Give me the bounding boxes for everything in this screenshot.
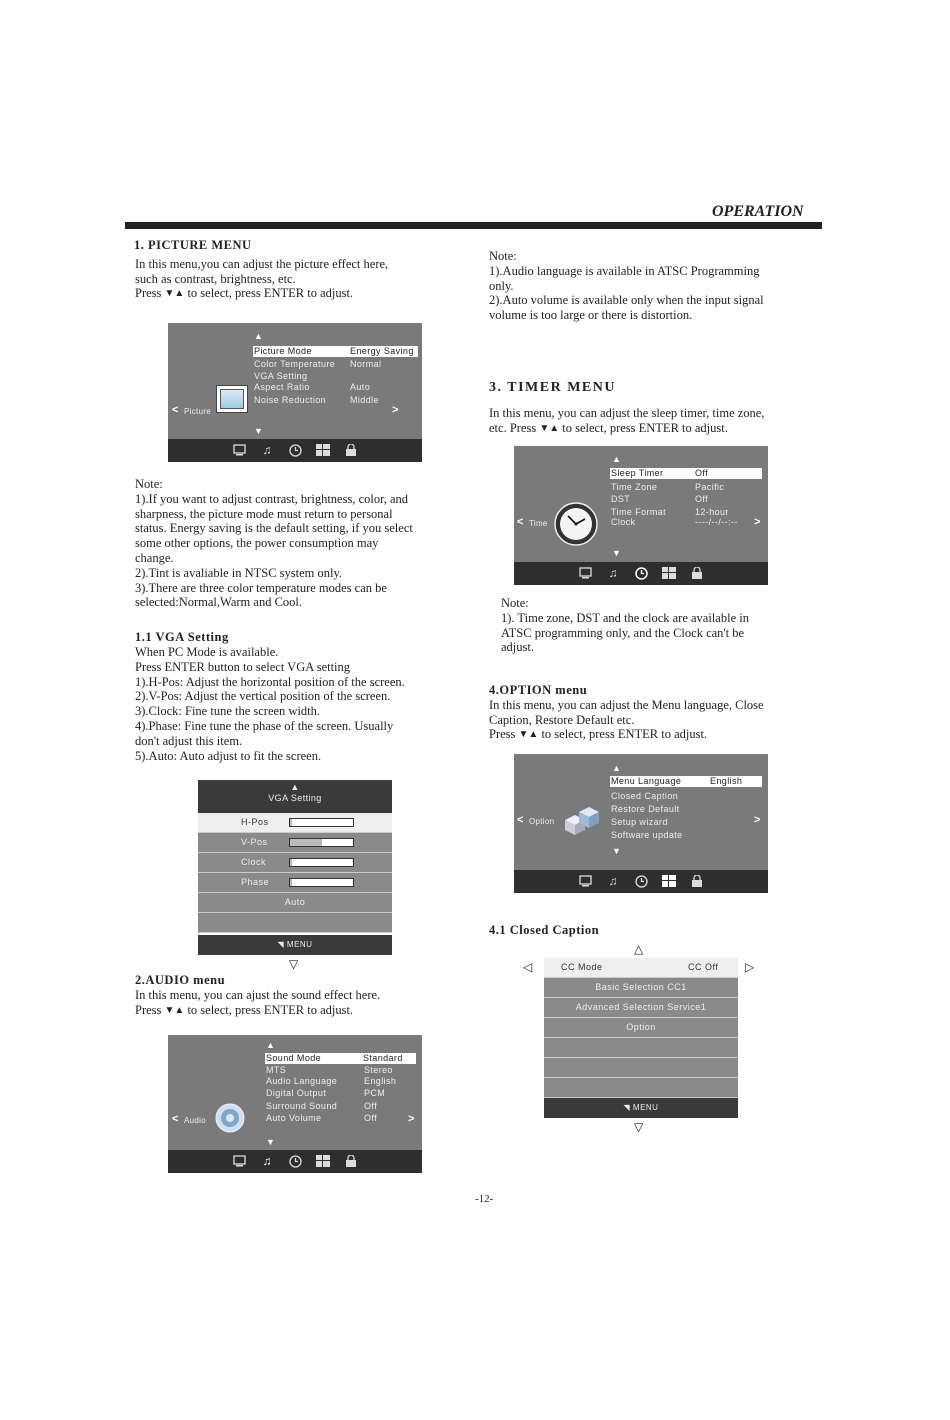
down-outline-arrow-icon: ▽ [289, 957, 299, 971]
row-name: Digital Output [266, 1088, 327, 1098]
time-tab-icon [634, 875, 648, 887]
vga-menu-footer[interactable] [198, 935, 392, 955]
osd-row [266, 1101, 417, 1112]
picture-menu-note: Note: 1).If you want to adjust contrast, brightness, color, and sharpness, the picture mode must return to personal status. Energy saving is the default setting, if you select some other options, the power consumption may change. 2).Tint is avaliable in NTSC system only. 3).There are three color temperature modes can be selected:Normal,Warm and Cool. [135, 477, 413, 610]
timer-menu-note: Note: 1). Time zone, DST and the clock are available in ATSC programming only, and the Clock can't be adjust. [501, 596, 749, 655]
down-arrow-icon: ▼ [266, 1137, 275, 1147]
picture-osd [168, 323, 422, 462]
vga-menu-header [198, 780, 392, 813]
cc-basic-selection[interactable] [544, 978, 738, 998]
row-name: Menu Language [611, 776, 682, 786]
option-tab-icon [662, 875, 676, 887]
slider-fill [290, 839, 322, 846]
osd-category-label: Time [529, 519, 548, 528]
osd-icon-bar [514, 870, 768, 893]
time-tab-icon [634, 567, 648, 579]
option-tab-icon [316, 1155, 330, 1167]
vga-item-label: Phase [241, 877, 270, 887]
left-arrow-icon: < [172, 1113, 179, 1125]
lock-tab-icon [344, 444, 358, 456]
timer-menu-press [489, 421, 728, 437]
osd-row [265, 1053, 416, 1064]
v-pos-slider[interactable] [289, 838, 354, 847]
row-name: Audio Language [266, 1076, 338, 1086]
picture-menu-press [135, 286, 353, 302]
left-arrow-icon: < [517, 516, 524, 528]
time-tab-icon [288, 444, 302, 456]
row-name: Aspect Ratio [254, 382, 310, 392]
vga-setting-body: When PC Mode is available. Press ENTER button to select VGA setting 1).H-Pos: Adjust the horizontal position of the screen. 2).V-Pos: Adjust the vertical position of the screen. 3).Clock: Fine tune the screen width. 4).Phase: Fine tune the phase of the screen. Usually don't adjust this item. 5).Auto: Auto adjust to fit the screen. [135, 645, 405, 763]
right-arrow-icon: > [408, 1113, 415, 1125]
osd-row [611, 494, 763, 505]
row-name: Software update [611, 830, 683, 840]
cc-empty-row [544, 1038, 738, 1058]
press-label: Press [135, 286, 162, 300]
press-instruction: to select, press ENTER to adjust. [187, 286, 354, 300]
osd-row [266, 1076, 417, 1087]
vga-item-label: Clock [241, 857, 267, 867]
vga-item-clock[interactable] [198, 853, 392, 873]
option-cubes-icon [561, 802, 601, 843]
tv-icon [216, 385, 248, 413]
osd-row [611, 482, 763, 493]
osd-row [266, 1065, 417, 1076]
down-outline-arrow-icon: ▽ [634, 1120, 644, 1134]
slider-fill [290, 879, 292, 886]
row-name: DST [611, 494, 631, 504]
option-osd [514, 754, 768, 893]
cc-item-label: Option [626, 1022, 656, 1032]
row-name: Noise Reduction [254, 395, 327, 405]
osd-row [611, 517, 763, 528]
vga-item-phase[interactable] [198, 873, 392, 893]
down-arrow-icon: ▼ [612, 846, 621, 856]
down-up-arrows-icon: ▼▲ [518, 729, 539, 740]
osd-row [611, 817, 763, 828]
row-value: Off [695, 494, 709, 504]
right-outline-arrow-icon: ▷ [745, 960, 755, 974]
picture-menu-intro: In this menu,you can adjust the picture effect here, such as contrast, brightness, etc. [135, 257, 389, 286]
lock-tab-icon [690, 875, 704, 887]
picture-tab-icon [578, 567, 592, 579]
audio-tab-icon: ♫ [608, 874, 618, 888]
row-value: Stereo [364, 1065, 393, 1075]
vga-item-label: V-Pos [241, 837, 268, 847]
press-label: Press [489, 727, 516, 741]
press-instruction: to select, press ENTER to adjust. [541, 727, 708, 741]
option-menu-intro: In this menu, you can adjust the Menu language, Close Caption, Restore Default etc. [489, 698, 764, 727]
audio-tab-icon: ♫ [262, 1154, 272, 1168]
down-arrow-icon: ▼ [612, 548, 621, 558]
row-name: Time Zone [611, 482, 658, 492]
row-value: Pacific [695, 482, 725, 492]
audio-tab-icon: ♫ [262, 443, 272, 457]
row-name: Color Temperature [254, 359, 336, 369]
row-name: Surround Sound [266, 1101, 338, 1111]
slider-fill [290, 859, 292, 866]
row-name: Closed Caption [611, 791, 679, 801]
press-instruction: to select, press ENTER to adjust. [187, 1003, 354, 1017]
audio-menu-title: 2.AUDIO menu [135, 973, 226, 987]
clock-slider[interactable] [289, 858, 354, 867]
up-arrow-icon: ▲ [254, 331, 263, 341]
vga-item-label: Auto [284, 897, 306, 907]
option-tab-icon [662, 567, 676, 579]
timer-menu-title: 3. TIMER MENU [489, 380, 616, 395]
row-value: Off [695, 468, 709, 478]
audio-menu-intro: In this menu, you can ajust the sound effect here. [135, 988, 381, 1002]
row-value: Auto [350, 382, 371, 392]
picture-menu-title: 1. PICTURE MENU [134, 238, 252, 252]
picture-tab-icon [232, 1155, 246, 1167]
row-name: Restore Default [611, 804, 680, 814]
row-value: English [364, 1076, 397, 1086]
menu-key-label: MENU [286, 940, 313, 949]
row-value: English [710, 776, 743, 786]
cc-item-label: Basic Selection CC1 [595, 982, 687, 992]
clock-icon [554, 502, 598, 551]
cc-item-label: Advanced Selection Service1 [575, 1002, 707, 1012]
row-name: Sleep Timer [611, 468, 664, 478]
menu-key-icon: ◥ [277, 940, 285, 949]
vga-item-h-pos[interactable] [198, 813, 392, 833]
down-up-arrows-icon: ▼▲ [164, 1005, 185, 1016]
cc-menu-footer[interactable] [544, 1098, 738, 1118]
osd-row [266, 1088, 417, 1099]
row-name: Setup wizard [611, 817, 668, 827]
vga-item-v-pos[interactable] [198, 833, 392, 853]
row-name: MTS [266, 1065, 287, 1075]
row-name: VGA Setting [254, 371, 308, 381]
up-arrow-icon: ▲ [266, 1040, 275, 1050]
osd-category-label: Option [529, 817, 555, 826]
vga-setting-menu [198, 780, 392, 958]
vga-item-label: H-Pos [241, 817, 269, 827]
left-outline-arrow-icon: ◁ [523, 960, 533, 974]
section-header: OPERATION [712, 203, 804, 220]
row-value: 12-hour [695, 507, 729, 517]
vga-setting-title: 1.1 VGA Setting [135, 630, 229, 644]
osd-row [254, 382, 419, 393]
vga-menu-title: VGA Setting [268, 793, 322, 803]
left-arrow-icon: < [172, 404, 179, 416]
vga-empty-row [198, 913, 392, 933]
timer-menu-intro: In this menu, you can adjust the sleep timer, time zone, [489, 406, 765, 420]
row-name: Auto Volume [266, 1113, 322, 1123]
option-menu-title: 4.OPTION menu [489, 683, 588, 697]
row-value: Standard [363, 1053, 403, 1063]
osd-icon-bar [168, 439, 422, 462]
osd-row [266, 1113, 417, 1124]
cc-advanced-selection[interactable] [544, 998, 738, 1018]
osd-row [611, 830, 763, 841]
picture-tab-icon [232, 444, 246, 456]
osd-row [254, 359, 419, 370]
option-menu-press [489, 727, 707, 743]
cc-mode-label: CC Mode [561, 962, 603, 972]
cc-option[interactable] [544, 1018, 738, 1038]
press-label: etc. Press [489, 421, 537, 435]
h-pos-slider[interactable] [289, 818, 354, 827]
down-up-arrows-icon: ▼▲ [164, 288, 185, 299]
picture-tab-icon [578, 875, 592, 887]
press-instruction: to select, press ENTER to adjust. [562, 421, 728, 435]
up-arrow-icon: ▲ [612, 454, 621, 464]
timer-osd [514, 446, 768, 585]
osd-row [253, 346, 418, 357]
cc-empty-row [544, 1058, 738, 1078]
vga-item-auto[interactable] [198, 893, 392, 913]
osd-row [610, 468, 762, 479]
audio-menu-press [135, 1003, 353, 1019]
audio-osd [168, 1035, 422, 1173]
cc-mode-row[interactable] [544, 958, 738, 978]
right-arrow-icon: > [754, 516, 761, 528]
phase-slider[interactable] [289, 878, 354, 887]
time-tab-icon [288, 1155, 302, 1167]
osd-row [611, 791, 763, 802]
osd-row [611, 804, 763, 815]
right-arrow-icon: > [754, 814, 761, 826]
osd-category-label: Picture [184, 407, 211, 416]
row-name: Clock [611, 517, 636, 527]
speaker-icon [215, 1103, 245, 1138]
row-value: Off [364, 1101, 378, 1111]
down-arrow-icon: ▼ [254, 426, 263, 436]
up-arrow-icon: ▲ [612, 763, 621, 773]
row-name: Time Format [611, 507, 667, 517]
row-name: Picture Mode [254, 346, 312, 356]
row-name: Sound Mode [266, 1053, 322, 1063]
up-outline-arrow-icon: △ [634, 942, 644, 956]
row-value: ----/--/--:-- [695, 517, 738, 527]
closed-caption-title: 4.1 Closed Caption [489, 923, 600, 937]
audio-tab-icon: ♫ [608, 566, 618, 580]
header-rule [125, 222, 822, 229]
audio-menu-note: Note: 1).Audio language is available in ATSC Programming only. 2).Auto volume is available only when the input signal volume is too large or there is distortion. [489, 249, 764, 323]
row-value: Off [364, 1113, 378, 1123]
right-arrow-icon: > [392, 404, 399, 416]
lock-tab-icon [690, 567, 704, 579]
osd-row [610, 776, 762, 787]
cc-empty-row [544, 1078, 738, 1098]
osd-category-label: Audio [184, 1116, 206, 1125]
left-arrow-icon: < [517, 814, 524, 826]
row-value: PCM [364, 1088, 386, 1098]
press-label: Press [135, 1003, 162, 1017]
page-number: -12- [475, 1193, 494, 1205]
down-up-arrows-icon: ▼▲ [539, 423, 560, 434]
lock-tab-icon [344, 1155, 358, 1167]
row-value: Middle [350, 395, 379, 405]
option-tab-icon [316, 444, 330, 456]
row-value: Energy Saving [350, 346, 414, 356]
row-value: Normal [350, 359, 382, 369]
up-arrow-icon: ▲ [290, 782, 300, 792]
slider-fill [290, 819, 292, 826]
closed-caption-menu [544, 958, 738, 1118]
osd-icon-bar [514, 562, 768, 585]
cc-mode-value: CC Off [688, 962, 719, 972]
menu-key-label: MENU [632, 1103, 659, 1112]
menu-key-icon: ◥ [623, 1103, 631, 1112]
osd-icon-bar [168, 1150, 422, 1173]
osd-row [254, 371, 419, 382]
